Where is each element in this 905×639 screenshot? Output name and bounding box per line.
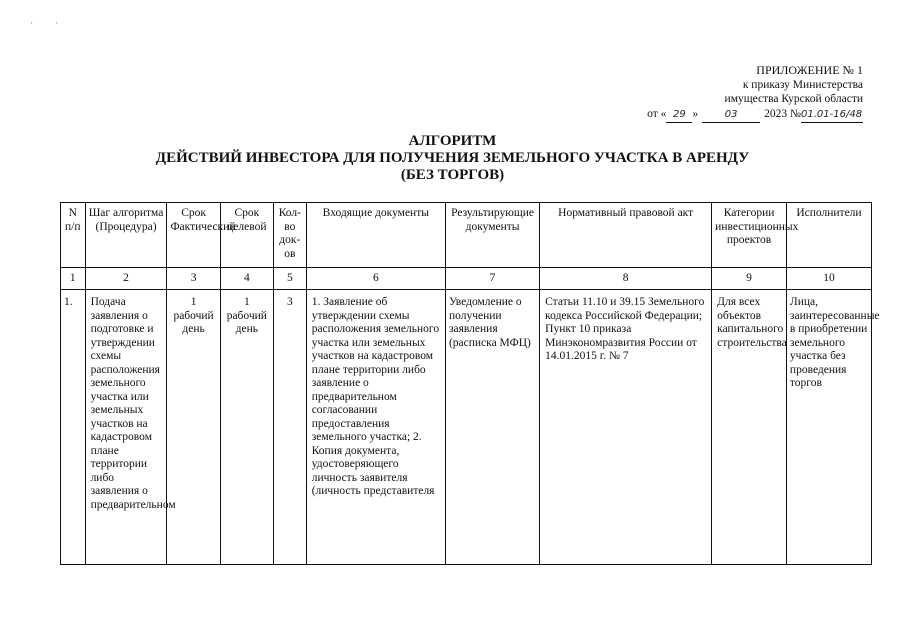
- date-month: 03: [702, 108, 760, 124]
- row-executors: Лица, заинтересованные в приобретении земельного участка без проведения торгов: [786, 290, 871, 565]
- appendix-title: ПРИЛОЖЕНИЕ № 1: [756, 63, 863, 77]
- column-number: 1: [61, 268, 86, 290]
- row-category: Для всех объектов капитального строительства: [712, 290, 787, 565]
- column-number-row: [61, 268, 872, 290]
- scan-specks: · ·: [30, 18, 69, 28]
- table-row: [61, 290, 872, 565]
- row-result-docs: Уведомление о получении заявления (расписка МФЦ): [445, 290, 539, 565]
- column-number: 7: [445, 268, 539, 290]
- appendix-ministry-line: имущества Курской области: [724, 93, 863, 105]
- row-incoming-docs: 1. Заявление об утверждении схемы расположения земельного участка или земельных участков на кадастровом плане территории либо заявление о предварительном согласовании предоставления земельного участка; 2. Копия документа, удостоверяющего личность заявителя (личность представителя: [306, 290, 445, 565]
- title-line-1: АЛГОРИТМ: [408, 133, 497, 149]
- header-term-target: Срок целевой: [220, 203, 273, 268]
- header-term-actual: Срок Фактический: [167, 203, 220, 268]
- header-legal-act: Нормативный правовой акт: [540, 203, 712, 268]
- table-header-row: [61, 203, 872, 268]
- header-result-docs: Результирующие документы: [445, 203, 539, 268]
- column-number: 3: [167, 268, 220, 290]
- row-term-target: 1 рабочий день: [220, 290, 273, 565]
- column-number: 6: [306, 268, 445, 290]
- order-number: 01.01-16/48: [801, 108, 863, 124]
- title-line-3: (БЕЗ ТОРГОВ): [400, 167, 505, 183]
- column-number: 9: [712, 268, 787, 290]
- column-number: 2: [85, 268, 167, 290]
- date-mid: »: [692, 107, 699, 120]
- algorithm-table: [60, 202, 880, 565]
- date-year: 2023 №: [764, 107, 801, 120]
- row-step: Подача заявления о подготовке и утверждении схемы расположения земельного участка или земельных участков на кадастровом плане территории либо заявления о предварительном: [85, 290, 167, 565]
- column-number: 4: [220, 268, 273, 290]
- column-number: 8: [540, 268, 712, 290]
- row-legal-act: Статьи 11.10 и 39.15 Земельного кодекса Российской Федерации; Пункт 10 приказа Минэкономразвития России от 14.01.2015 г. № 7: [540, 290, 712, 565]
- column-number: 10: [786, 268, 871, 290]
- header-number: N п/п: [61, 203, 86, 268]
- header-executors: Исполнители: [786, 203, 871, 268]
- appendix-block: [603, 63, 863, 123]
- header-step: Шаг алгоритма (Процедура): [85, 203, 167, 268]
- row-term-actual: 1 рабочий день: [167, 290, 220, 565]
- row-number: 1.: [61, 290, 86, 565]
- date-prefix: от «: [647, 107, 667, 120]
- header-doc-count: Кол-во док-ов: [273, 203, 306, 268]
- header-incoming-docs: Входящие документы: [306, 203, 445, 268]
- header-category: Категории инвестиционных проектов: [712, 203, 787, 268]
- column-number: 5: [273, 268, 306, 290]
- title-line-2: ДЕЙСТВИЙ ИНВЕСТОРА ДЛЯ ПОЛУЧЕНИЯ ЗЕМЕЛЬНОГО УЧАСТКА В АРЕНДУ: [155, 150, 750, 166]
- row-doc-count: 3: [273, 290, 306, 565]
- appendix-order-line: к приказу Министерства: [742, 78, 863, 91]
- appendix-date-line: [603, 107, 863, 124]
- document-title: [0, 133, 905, 184]
- date-day: 29: [666, 108, 692, 124]
